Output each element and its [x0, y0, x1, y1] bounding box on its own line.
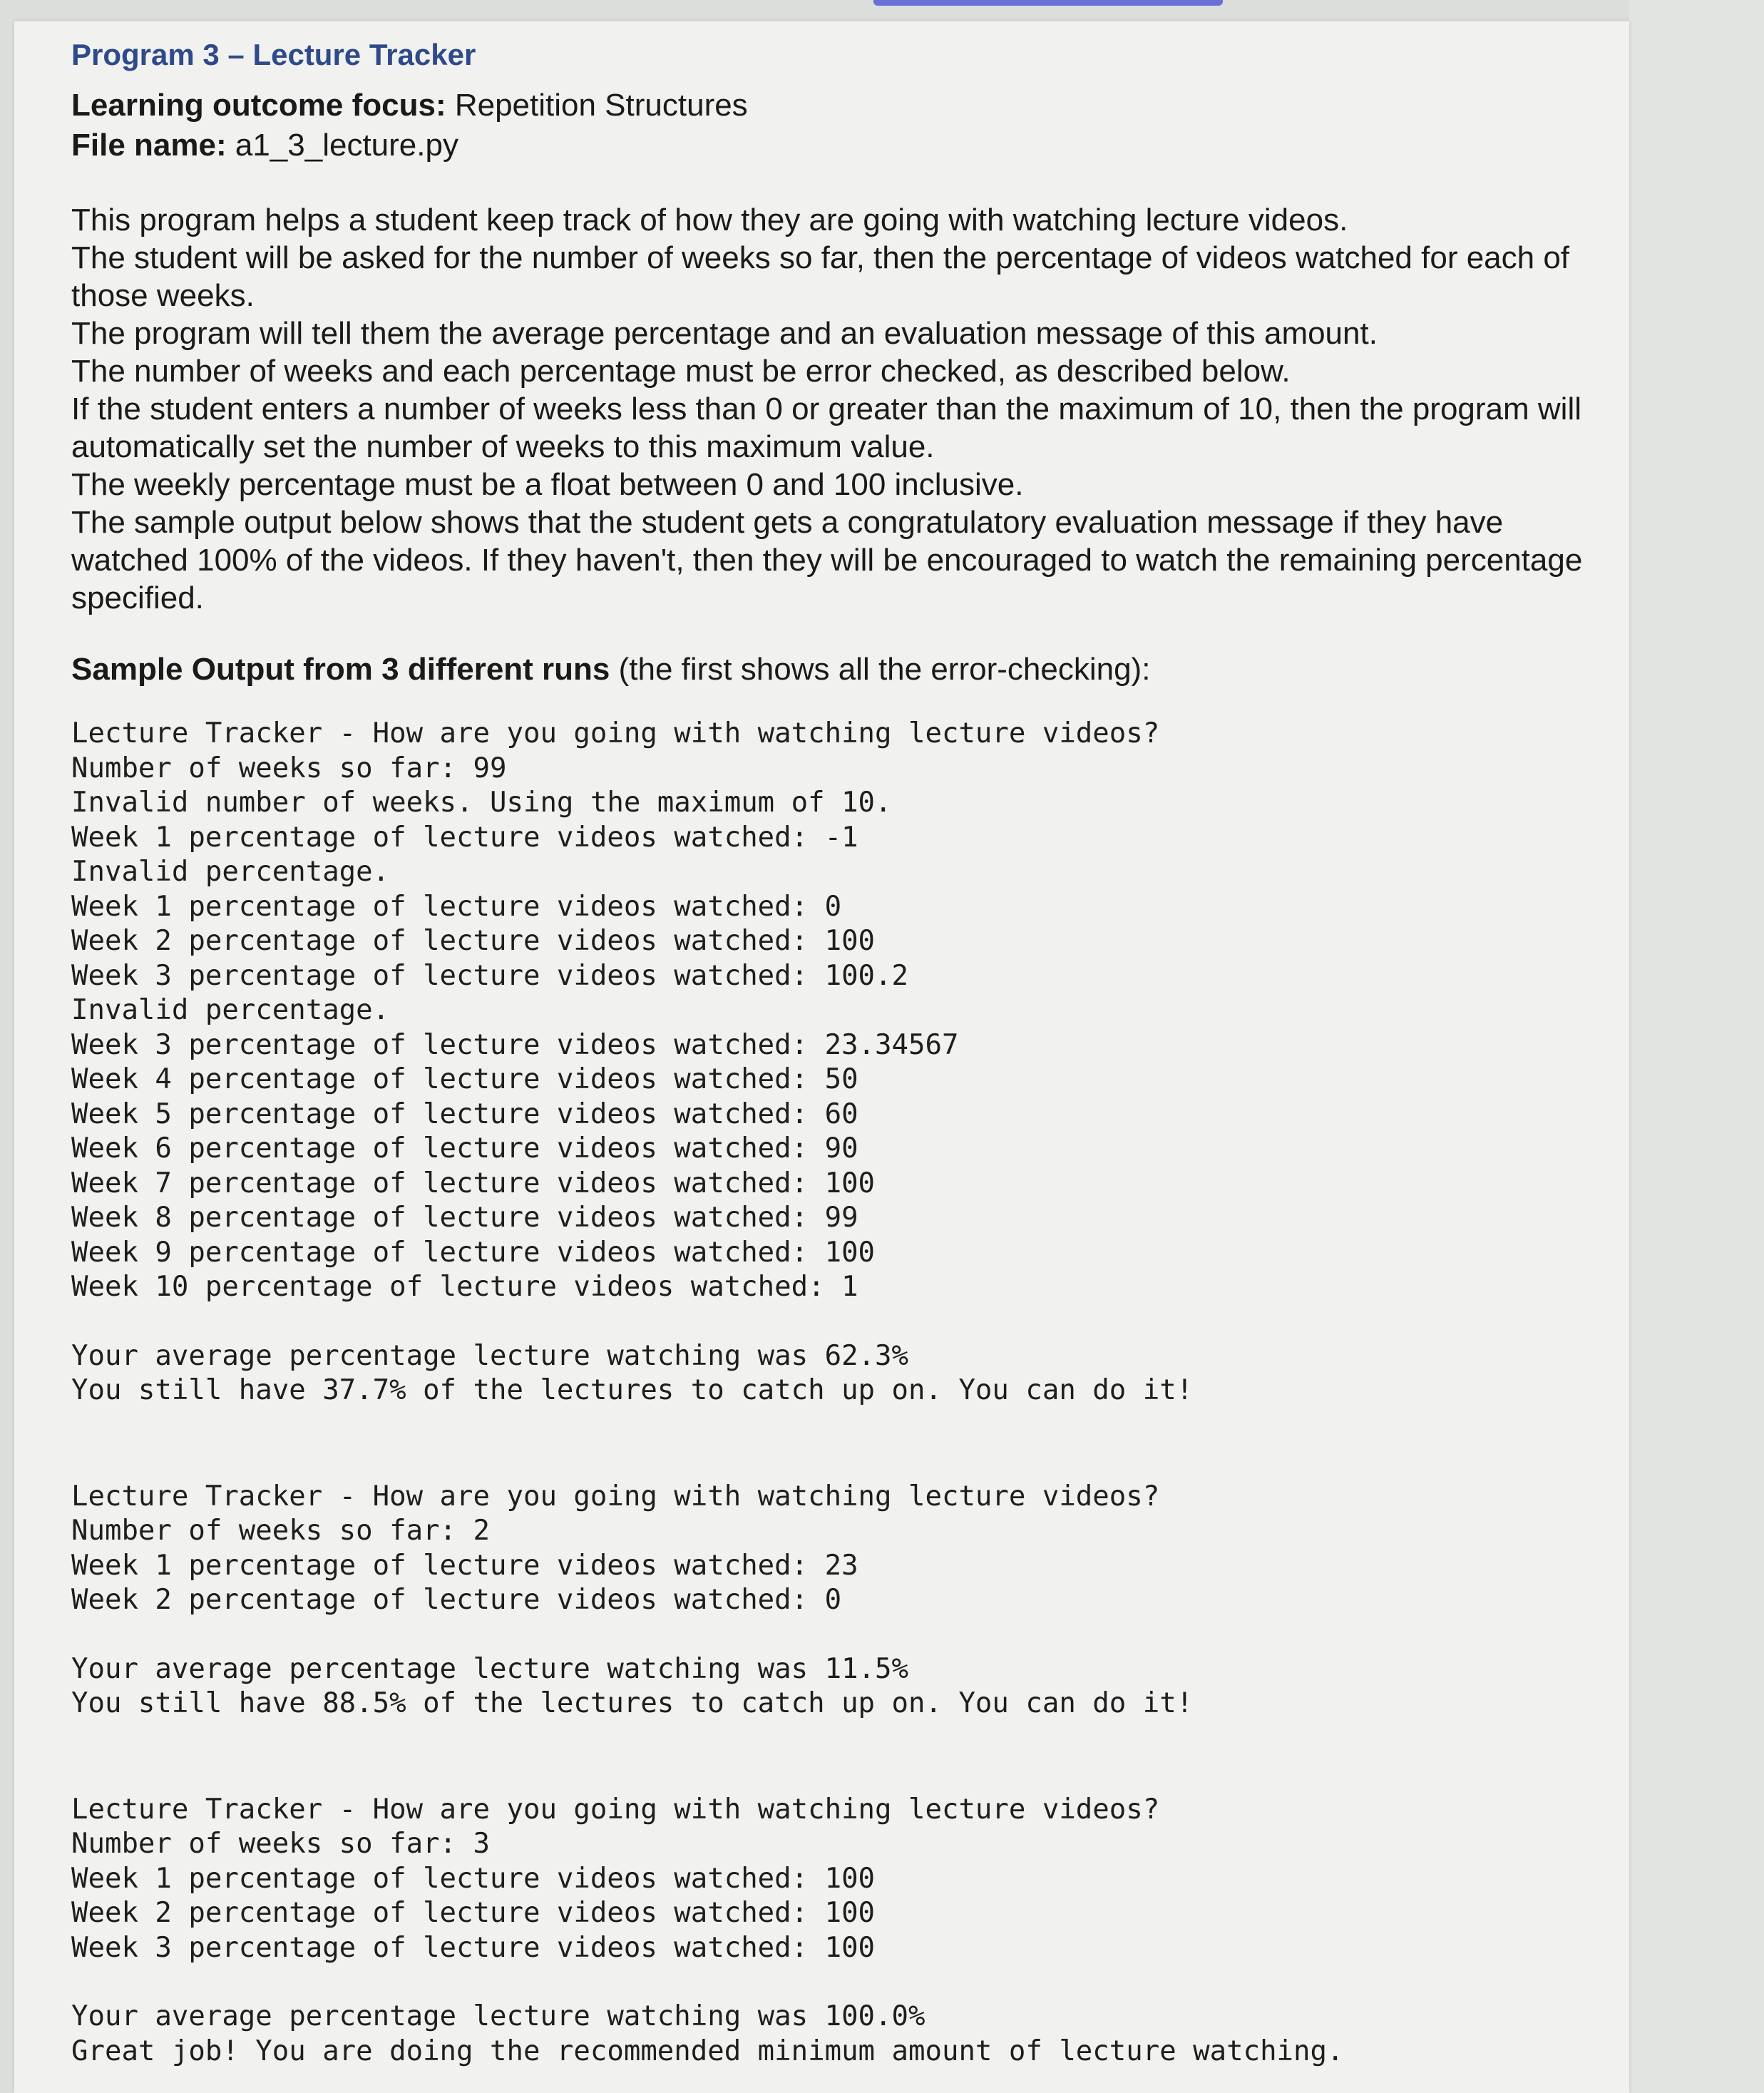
- sample-runs: [71, 717, 1583, 2069]
- description-paragraph: The student will be asked for the number of weeks so far, then the percentage of videos watched for each of those weeks.: [71, 240, 1570, 313]
- learning-outcome-label: Learning outcome focus:: [71, 88, 446, 123]
- output-line: Invalid number of weeks. Using the maximum of 10.: [71, 787, 892, 819]
- output-line: Week 10 percentage of lecture videos watched: 1: [71, 1271, 858, 1303]
- run-summary: [71, 2000, 1583, 2069]
- output-line: Week 1 percentage of lecture videos watched: 23: [71, 1549, 858, 1582]
- sample-run-3: [71, 1793, 1583, 2069]
- description-paragraph: If the student enters a number of weeks less than 0 or greater than the maximum of 10, then the program will automatically set the number of weeks to this maximum value.: [71, 392, 1581, 464]
- output-line: Week 4 percentage of lecture videos watched: 50: [71, 1063, 858, 1095]
- output-line: Week 5 percentage of lecture videos watched: 60: [71, 1097, 858, 1130]
- output-line: Lecture Tracker - How are you going with watching lecture videos?: [71, 1793, 1160, 1826]
- output-line: Week 2 percentage of lecture videos watched: 100: [71, 925, 876, 957]
- description-paragraph: The weekly percentage must be a float between 0 and 100 inclusive.: [71, 467, 1024, 502]
- sample-run-1: [71, 717, 1583, 1408]
- sample-run-2: [71, 1480, 1583, 1721]
- output-line: Lecture Tracker - How are you going with watching lecture videos?: [71, 1480, 1160, 1513]
- top-accent-bar: [873, 0, 1223, 6]
- summary-evaluation: Great job! You are doing the recommended minimum amount of lecture watching.: [71, 2035, 1344, 2067]
- output-line: Week 3 percentage of lecture videos watched: 23.34567: [71, 1028, 959, 1061]
- output-line: Week 1 percentage of lecture videos watched: 100: [71, 1862, 876, 1895]
- description-paragraph: The number of weeks and each percentage must be error checked, as described below.: [71, 354, 1291, 389]
- output-line: Week 8 percentage of lecture videos watched: 99: [71, 1202, 858, 1234]
- output-line: Invalid percentage.: [71, 856, 390, 888]
- output-line: Week 6 percentage of lecture videos watched: 90: [71, 1132, 858, 1165]
- output-line: Number of weeks so far: 2: [71, 1515, 490, 1547]
- file-name-label: File name:: [71, 128, 227, 163]
- output-line: Lecture Tracker - How are you going with watching lecture videos?: [71, 717, 1160, 749]
- description-paragraph: The sample output below shows that the student gets a congratulatory evaluation message if they have watched 100% of the videos. If they haven't, then they will be encouraged to watch the remaining percentage specified.: [71, 505, 1583, 615]
- sample-heading-rest: (the first shows all the error-checking):: [610, 652, 1151, 687]
- sample-heading-bold: Sample Output from 3 different runs: [71, 652, 610, 687]
- output-line: Week 2 percentage of lecture videos watched: 100: [71, 1897, 876, 1929]
- output-line: Week 9 percentage of lecture videos watched: 100: [71, 1236, 876, 1269]
- learning-outcome-value: Repetition Structures: [446, 88, 748, 123]
- summary-evaluation: You still have 88.5% of the lectures to catch up on. You can do it!: [71, 1687, 1194, 1719]
- run-summary: [71, 1339, 1583, 1408]
- summary-average: Your average percentage lecture watching was 100.0%: [71, 2000, 925, 2032]
- learning-outcome: [71, 86, 1583, 126]
- output-line: Week 2 percentage of lecture videos watched: 0: [71, 1584, 842, 1616]
- program-title: Program 3 – Lecture Tracker: [71, 38, 476, 71]
- output-line: Invalid percentage.: [71, 994, 390, 1026]
- output-line: Number of weeks so far: 3: [71, 1828, 490, 1860]
- output-line: Week 1 percentage of lecture videos watched: 0: [71, 890, 842, 923]
- description: [71, 201, 1583, 617]
- summary-average: Your average percentage lecture watching was 62.3%: [71, 1339, 908, 1372]
- description-paragraph: This program helps a student keep track of how they are going with watching lecture videos.: [71, 203, 1348, 237]
- run-summary: [71, 1652, 1583, 1721]
- document-content: [71, 34, 1583, 2069]
- description-paragraph: The program will tell them the average percentage and an evaluation message of this amount.: [71, 316, 1378, 351]
- output-line: Week 3 percentage of lecture videos watched: 100: [71, 1931, 876, 1964]
- summary-average: Your average percentage lecture watching was 11.5%: [71, 1652, 908, 1685]
- output-line: Week 7 percentage of lecture videos watched: 100: [71, 1167, 876, 1199]
- file-name-value: a1_3_lecture.py: [226, 128, 458, 163]
- summary-evaluation: You still have 37.7% of the lectures to catch up on. You can do it!: [71, 1374, 1194, 1406]
- file-name: [71, 126, 1583, 165]
- right-margin: [1629, 0, 1764, 2093]
- output-line: Number of weeks so far: 99: [71, 752, 507, 784]
- output-line: Week 1 percentage of lecture videos watched: -1: [71, 821, 858, 854]
- sample-output-heading: [71, 650, 1583, 690]
- output-line: Week 3 percentage of lecture videos watched: 100.2: [71, 959, 908, 992]
